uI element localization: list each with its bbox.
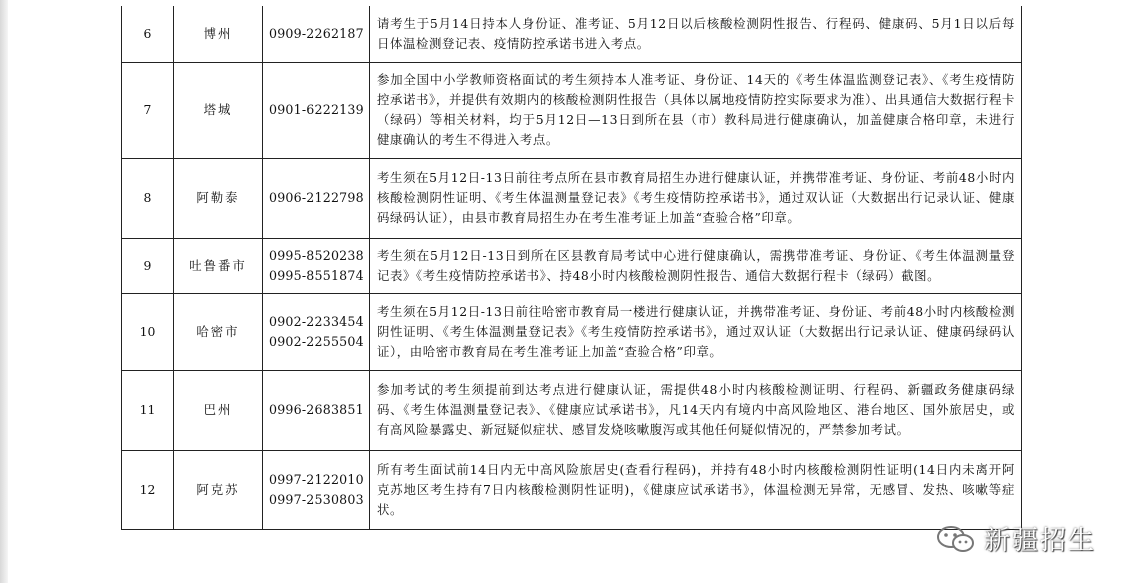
table-row: [122, 450, 1022, 529]
phone-number: 0996-2683851: [269, 402, 364, 417]
requirement-text: 请考生于5月14日持本人身份证、准考证、5月12日以后核酸检测阴性报告、行程码、健康码、5月1日以后每日体温检测登记表、疫情防控承诺书进入考点。: [370, 6, 1022, 62]
phone-number: 0909-2262187: [269, 25, 364, 41]
phone-number: 0902-2233454: [269, 313, 364, 329]
table-row: [122, 293, 1022, 370]
phone-number: 0995-8551874: [269, 267, 364, 283]
wechat-account-watermark: [936, 520, 1096, 557]
table-row: [122, 158, 1022, 238]
row-number: 7: [122, 62, 174, 158]
table-row: [122, 62, 1022, 158]
table-row: [122, 370, 1022, 450]
requirement-text: 所有考生面试前14日内无中高风险旅居史(查看行程码)，并持有48小时内核酸检测阴性证明(14日内未离开阿克苏地区考生持有7日内核酸检测阴性证明)，《健康应试承诺书》，体温检测无异常，无感冒、发热、咳嗽等症状。: [370, 450, 1022, 529]
row-number: 6: [122, 6, 174, 62]
requirement-text: 考生须在5月12日-13日前往考点所在县市教育局招生办进行健康认证，并携带准考证、身份证、考前48小时内核酸检测阴性证明、《考生体温测量登记表》《考生疫情防控承诺书》，通过双认证（大数据出行记录认证、健康码绿码认证），由县市教育局招生办在考生准考证上加盖“查验合格”印章。: [370, 158, 1022, 238]
city-name: 阿勒泰: [174, 158, 263, 238]
phone-number: 0997-2530803: [269, 491, 364, 507]
phone-cell: [263, 450, 370, 529]
exam-contact-table: [121, 6, 1022, 530]
phone-cell: [263, 62, 370, 158]
row-number: 12: [122, 450, 174, 529]
exam-contact-table-container: [121, 6, 1022, 530]
phone-number: 0906-2122798: [269, 190, 364, 205]
city-name: 塔城: [174, 62, 263, 158]
phone-number: 0995-8520238: [269, 247, 364, 263]
city-name: 博州: [174, 6, 263, 62]
row-number: 9: [122, 238, 174, 293]
city-name: 吐鲁番市: [174, 238, 263, 293]
requirement-text: 参加考试的考生须提前到达考点进行健康认证，需提供48小时内核酸检测证明、行程码、新疆政务健康码绿码、《考生体温测量登记表》、《健康应试承诺书》，凡14天内有境内中高风险地区、港台地区、国外旅居史，或有高风险暴露史、新冠疑似症状、感冒发烧咳嗽腹泻或其他任何疑似情况的，严禁参加考试。: [370, 370, 1022, 450]
row-number: 8: [122, 158, 174, 238]
phone-cell: [263, 293, 370, 370]
phone-cell: [263, 158, 370, 238]
page-edge-shadow: [0, 0, 8, 583]
watermark-text: 新疆招生: [983, 526, 1096, 556]
row-number: 10: [122, 293, 174, 370]
city-name: 哈密市: [174, 293, 263, 370]
requirement-text: 考生须在5月12日-13日前往哈密市教育局一楼进行健康认证，并携带准考证、身份证、考前48小时内核酸检测阴性证明、《考生体温测量登记表》《考生疫情防控承诺书》，通过双认证（大数据出行记录认证、健康码绿码认证），由哈密市教育局在考生准考证上加盖“查验合格”印章。: [370, 293, 1022, 370]
phone-number: 0902-2255504: [269, 333, 364, 349]
phone-number: 0997-2122010: [269, 471, 364, 487]
phone-cell: [263, 6, 370, 62]
city-name: 阿克苏: [174, 450, 263, 529]
phone-cell: [263, 370, 370, 450]
requirement-text: 考生须在5月12日-13日到所在区县教育局考试中心进行健康确认，需携带准考证、身份证、《考生体温测量登记表》《考生疫情防控承诺书》、持48小时内核酸检测阴性报告、通信大数据行程卡（绿码）截图。: [370, 238, 1022, 293]
phone-number: 0901-6222139: [269, 102, 364, 117]
table-row: [122, 6, 1022, 62]
requirement-text: 参加全国中小学教师资格面试的考生须持本人准考证、身份证、14天的《考生体温监测登记表》、《考生疫情防控承诺书》，并提供有效期内的核酸检测阴性报告（具体以属地疫情防控实际要求为准）、出具通信大数据行程卡（绿码）等相关材料，均于5月12日—13日到所在县（市）教科局进行健康确认，加盖健康合格印章，未进行健康确认的考生不得进入考点。: [370, 62, 1022, 158]
phone-cell: [263, 238, 370, 293]
table-row: [122, 238, 1022, 293]
city-name: 巴州: [174, 370, 263, 450]
row-number: 11: [122, 370, 174, 450]
wechat-icon: [936, 525, 976, 553]
